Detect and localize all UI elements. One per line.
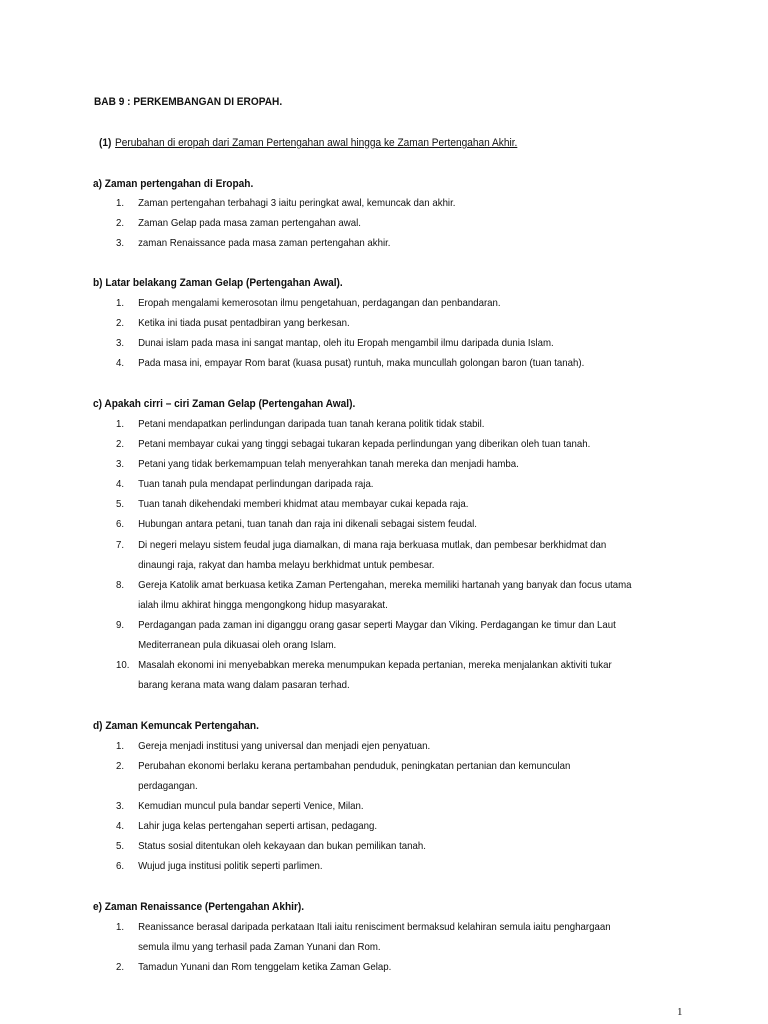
- list-item: 2. Ketika ini tiada pusat pentadbiran yang berkesan.: [116, 317, 350, 329]
- section-subtitle: [99, 137, 517, 149]
- list-item: 2. Perubahan ekonomi berlaku kerana pertambahan penduduk, peningkatan pertanian dan kemunculan perdagangan.: [116, 760, 571, 792]
- page-number: 1: [677, 1006, 683, 1018]
- list-item: 4. Lahir juga kelas pertengahan seperti artisan, pedagang.: [116, 820, 378, 832]
- list-item: 10. Masalah ekonomi ini menyebabkan mereka menumpukan kepada pertanian, mereka menjalankan aktiviti tukar barang kerana mata wang dalam pasaran terhad.: [116, 659, 612, 691]
- list-item: 7. Di negeri melayu sistem feudal juga diamalkan, di mana raja berkuasa mutlak, dan pembesar berkhidmat dan dinaungi raja, rakyat dan hamba melayu berkhidmat untuk pembesar.: [116, 539, 607, 571]
- subtitle-text: Perubahan di eropah dari Zaman Pertengahan awal hingga ke Zaman Pertengahan Akhir.: [115, 137, 518, 149]
- list-item: 5. Tuan tanah dikehendaki memberi khidmat atau membayar cukai kepada raja.: [116, 498, 469, 510]
- list-item: 2. Tamadun Yunani dan Rom tenggelam ketika Zaman Gelap.: [116, 961, 392, 973]
- section-heading-b: b) Latar belakang Zaman Gelap (Pertengahan Awal).: [93, 277, 343, 289]
- list-item: 2. Petani membayar cukai yang tinggi sebagai tukaran kepada perlindungan yang diberikan oleh tuan tanah.: [116, 438, 591, 450]
- section-heading-d: d) Zaman Kemuncak Pertengahan.: [93, 720, 259, 732]
- list-item: 1. Zaman pertengahan terbahagi 3 iaitu peringkat awal, kemuncak dan akhir.: [116, 197, 456, 209]
- list-item: 1. Reanissance berasal daripada perkataan Itali iaitu renisciment bermaksud kelahiran semula iaitu penghargaan semula ilmu yang terhasil pada Zaman Yunani dan Rom.: [116, 921, 611, 953]
- list-item: 3. Kemudian muncul pula bandar seperti Venice, Milan.: [116, 800, 364, 812]
- list-item: 3. Petani yang tidak berkemampuan telah menyerahkan tanah mereka dan menjadi hamba.: [116, 458, 519, 470]
- list-item: 3. Dunai islam pada masa ini sangat mantap, oleh itu Eropah mengambil ilmu daripada dunia Islam.: [116, 337, 554, 349]
- list-item: 4. Pada masa ini, empayar Rom barat (kuasa pusat) runtuh, maka muncullah golongan baron (tuan tanah).: [116, 357, 585, 369]
- section-heading-e: e) Zaman Renaissance (Pertengahan Akhir).: [93, 901, 305, 913]
- list-item: 6. Wujud juga institusi politik seperti parlimen.: [116, 860, 323, 872]
- section-heading-a: a) Zaman pertengahan di Eropah.: [93, 178, 254, 190]
- list-item: 1. Petani mendapatkan perlindungan daripada tuan tanah kerana politik tidak stabil.: [116, 418, 485, 430]
- list-item: 4. Tuan tanah pula mendapat perlindungan daripada raja.: [116, 478, 374, 490]
- section-heading-c: c) Apakah cirri – ciri Zaman Gelap (Pertengahan Awal).: [93, 398, 356, 410]
- list-item: 3. zaman Renaissance pada masa zaman pertengahan akhir.: [116, 237, 391, 249]
- list-item: 6. Hubungan antara petani, tuan tanah dan raja ini dikenali sebagai sistem feudal.: [116, 518, 477, 530]
- list-item: 1. Eropah mengalami kemerosotan ilmu pengetahuan, perdagangan dan penbandaran.: [116, 297, 501, 309]
- list-item: 5. Status sosial ditentukan oleh kekayaan dan bukan pemilikan tanah.: [116, 840, 426, 852]
- list-item: 9. Perdagangan pada zaman ini diganggu orang gasar seperti Maygar dan Viking. Perdagangan ke timur dan Laut Mediterranean pula dikuasai oleh orang Islam.: [116, 619, 616, 651]
- document-title: BAB 9 : PERKEMBANGAN DI EROPAH.: [94, 96, 283, 108]
- subtitle-number: (1): [99, 137, 112, 149]
- list-item: 8. Gereja Katolik amat berkuasa ketika Zaman Pertengahan, mereka memiliki hartanah yang banyak dan focus utama ialah ilmu akhirat hingga mengongkong hidup masyarakat.: [116, 579, 632, 611]
- list-item: 1. Gereja menjadi institusi yang universal dan menjadi ejen penyatuan.: [116, 740, 431, 752]
- list-item: 2. Zaman Gelap pada masa zaman pertengahan awal.: [116, 217, 361, 229]
